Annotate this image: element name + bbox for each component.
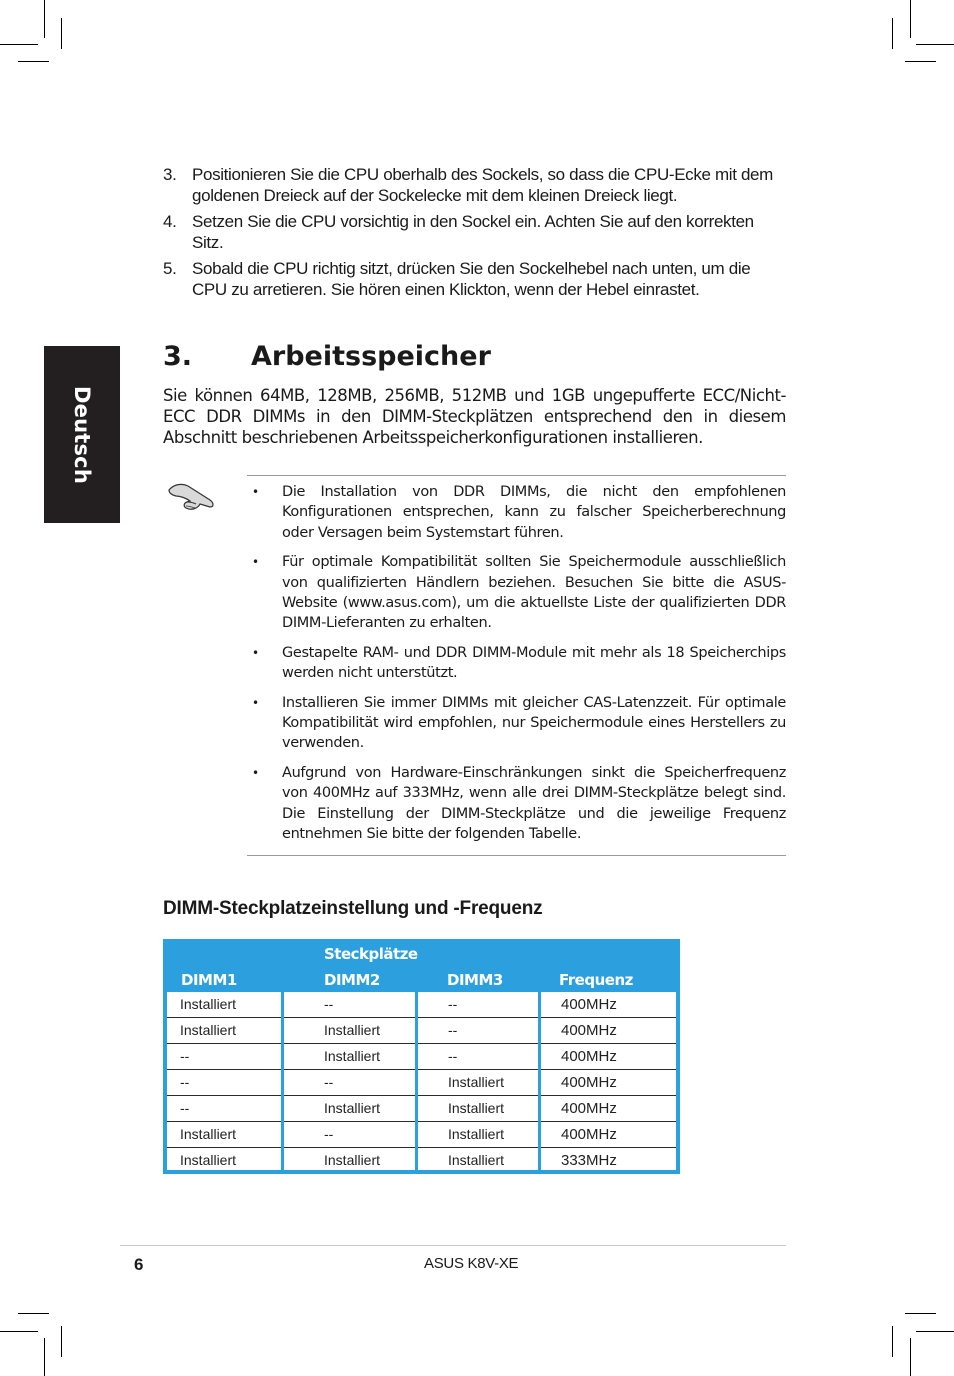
crop-mark [892, 18, 893, 49]
step-number: 3. [163, 165, 177, 184]
table-group-header: Steckplätze [324, 945, 418, 963]
cell-dimm2: Installiert [324, 1022, 381, 1038]
note-item [252, 643, 786, 684]
crop-mark [18, 1313, 49, 1314]
table-row [167, 992, 676, 1018]
bullet: • [252, 485, 259, 499]
note-text: Für optimale Kompatibilität sollten Sie Speichermodule ausschließlich von qualifizierten Händlern beziehen. Besuchen Sie bitte die ASUS-Website (www.asus.com), um die aktuellste Liste der qualifizierten DDR DIMM-Lieferanten zu erhalten. [282, 554, 786, 632]
column-header-dimm3: DIMM3 [447, 971, 503, 989]
cell-dimm2: -- [324, 1074, 334, 1090]
note-item [252, 552, 786, 634]
crop-mark [61, 18, 62, 49]
bullet: • [252, 645, 259, 660]
crop-mark [61, 1326, 62, 1357]
column-divider [415, 992, 418, 1170]
bullet: • [252, 765, 259, 780]
step-text: Positionieren Sie die CPU oberhalb des Sockels, so dass die CPU-Ecke mit dem goldenen Dreieck auf der Sockelecke mit dem kleinen Dreieck liegt. [192, 165, 773, 205]
cell-frequency: 400MHz [561, 1100, 617, 1117]
crop-mark [905, 1313, 936, 1314]
cell-dimm3: Installiert [448, 1100, 505, 1116]
table-body [167, 992, 676, 1170]
cell-frequency: 333MHz [561, 1152, 617, 1169]
cell-dimm3: Installiert [448, 1074, 505, 1090]
cell-dimm3: Installiert [448, 1152, 505, 1168]
section-intro: Sie können 64MB, 128MB, 256MB, 512MB und 1GB ungepufferte ECC/Nicht-ECC DDR DIMMs in den DIMM-Steckplätzen entsprechend den in diesem Abschnitt beschriebenen Arbeitsspeicherkonfigurationen installieren. [163, 386, 786, 447]
footer-divider [120, 1245, 786, 1246]
language-tab-label: Deutsch [70, 385, 94, 484]
step-item [163, 164, 786, 206]
cell-dimm1: Installiert [180, 996, 237, 1012]
cell-frequency: 400MHz [561, 1126, 617, 1143]
cell-dimm2: Installiert [324, 1100, 381, 1116]
column-header-dimm1: DIMM1 [181, 971, 237, 989]
note-top-divider [247, 475, 786, 476]
crop-mark [910, 1338, 911, 1376]
cell-dimm2: -- [324, 996, 334, 1012]
section-title: Arbeitsspeicher [251, 341, 491, 372]
cell-dimm1: Installiert [180, 1152, 237, 1168]
section-heading [163, 341, 491, 372]
cell-dimm1: Installiert [180, 1022, 237, 1038]
note-text: Gestapelte RAM- und DDR DIMM-Module mit mehr als 18 Speicherchips werden nicht unterstützt. [282, 644, 786, 682]
note-text: Installieren Sie immer DIMMs mit gleicher CAS-Latenzzeit. Für optimale Kompatibilität wird empfohlen, nur Speichermodule eines Herstellers zu verwenden. [282, 694, 786, 752]
crop-mark [0, 1331, 38, 1332]
step-text: Setzen Sie die CPU vorsichtig in den Sockel ein. Achten Sie auf den korrekten Sitz. [192, 212, 754, 252]
cell-dimm3: -- [448, 996, 458, 1012]
cell-dimm2: Installiert [324, 1152, 381, 1168]
cell-dimm1: -- [180, 1048, 190, 1064]
table-title: DIMM-Steckplatzeinstellung und -Frequenz [163, 898, 543, 919]
step-text: Sobald die CPU richtig sitzt, drücken Sie den Sockelhebel nach unten, um die CPU zu arretieren. Sie hören einen Klickton, wenn der Hebel einrastet. [192, 259, 751, 299]
cell-dimm1: Installiert [180, 1126, 237, 1142]
step-number: 5. [163, 259, 177, 278]
note-item [252, 763, 786, 845]
table-row [167, 1148, 676, 1174]
step-item [163, 258, 786, 300]
cell-dimm1: -- [180, 1100, 190, 1116]
step-number: 4. [163, 212, 177, 231]
pointing-hand-icon [166, 480, 218, 514]
cell-dimm3: -- [448, 1022, 458, 1038]
table-row [167, 1122, 676, 1148]
crop-mark [916, 44, 954, 45]
crop-mark [892, 1326, 893, 1357]
crop-mark [44, 0, 45, 38]
note-text: Die Installation von DDR DIMMs, die nicht den empfohlenen Konfigurationen entsprechen, kann zu falscher Speicherberechnung oder Versagen beim Systemstart führen. [282, 484, 786, 541]
note-bottom-divider [247, 855, 786, 856]
cell-frequency: 400MHz [561, 996, 617, 1013]
section-number: 3. [163, 341, 193, 372]
column-divider [538, 992, 541, 1170]
column-header-frequency: Frequenz [559, 971, 633, 989]
note-item [252, 693, 786, 754]
table-row [167, 1044, 676, 1070]
language-tab [44, 346, 120, 523]
column-divider [281, 992, 284, 1170]
cell-dimm1: -- [180, 1074, 190, 1090]
crop-mark [0, 44, 38, 45]
note-list [252, 482, 786, 854]
cell-frequency: 400MHz [561, 1022, 617, 1039]
crop-mark [905, 61, 936, 62]
table-row [167, 1018, 676, 1044]
footer-title: ASUS K8V-XE [424, 1255, 519, 1272]
table-row [167, 1070, 676, 1096]
bullet: • [252, 555, 259, 570]
cell-frequency: 400MHz [561, 1074, 617, 1091]
table-row [167, 1096, 676, 1122]
page-number: 6 [134, 1255, 144, 1274]
cell-frequency: 400MHz [561, 1048, 617, 1065]
crop-mark [18, 61, 49, 62]
bullet: • [252, 695, 259, 710]
step-list [163, 164, 786, 305]
crop-mark [916, 1331, 954, 1332]
dimm-frequency-table [163, 939, 680, 1174]
crop-mark [910, 0, 911, 38]
cell-dimm3: Installiert [448, 1126, 505, 1142]
crop-mark [44, 1338, 45, 1376]
column-header-dimm2: DIMM2 [324, 971, 380, 989]
cell-dimm2: -- [324, 1126, 334, 1142]
step-item [163, 211, 786, 253]
cell-dimm2: Installiert [324, 1048, 381, 1064]
note-text: Aufgrund von Hardware-Einschränkungen sinkt die Speicherfrequenz von 400MHz auf 333MHz, wenn alle drei DIMM-Steckplätze belegt sind. Die Einstellung der DIMM-Steckplätze und die jeweilige Frequenz entnehmen Sie bitte der folgenden Tabelle. [282, 764, 786, 843]
note-item [252, 482, 786, 543]
cell-dimm3: -- [448, 1048, 458, 1064]
